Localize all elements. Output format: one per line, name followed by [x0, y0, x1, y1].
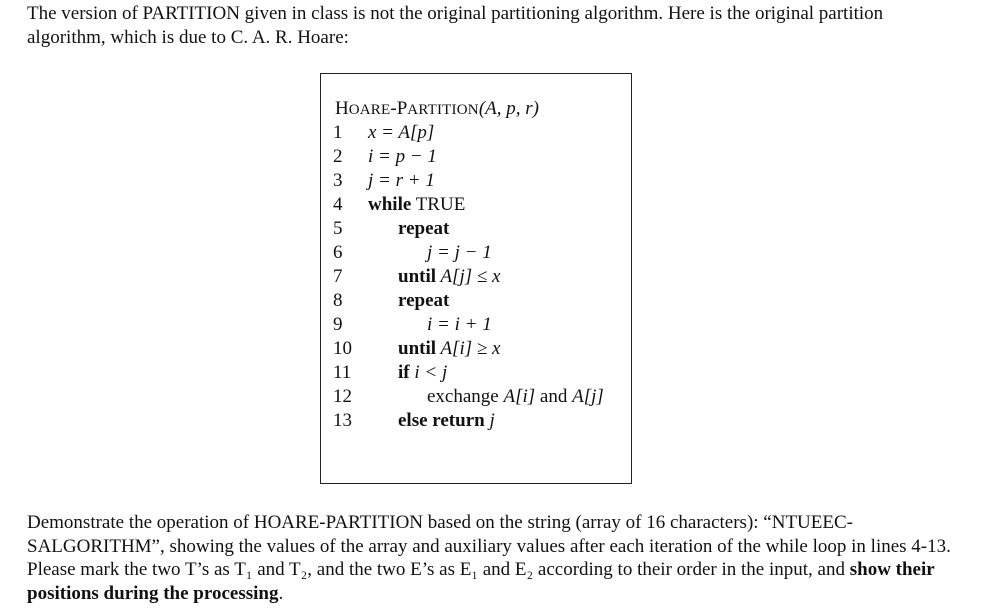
code-line [321, 314, 631, 338]
algorithm-box [320, 73, 632, 484]
code-token: TRUE [411, 194, 466, 215]
code-line [321, 194, 631, 218]
line-number: 2 [333, 146, 343, 167]
line-number: 10 [333, 338, 352, 359]
line-number: 3 [333, 170, 343, 191]
line-number: 5 [333, 218, 343, 239]
code-token: A[j] [572, 386, 604, 407]
code-line [321, 242, 631, 266]
task-text: Demonstrate the operation of HOARE-PARTITION based on the string (array of 16 characters): “NTUEEC-SALGORITHM”, showing the values of the array and auxiliary values after each iteration of the while loop in lines 4-13. Please mark the two T’s as T₁ and T₂, and the two E’s as E₁ and E₂ according to their order in the input, and [27, 512, 951, 580]
code-token: j = r + 1 [368, 170, 435, 191]
intro-paragraph [27, 2, 962, 49]
code-token: A[i] [503, 386, 536, 407]
code-token: until [398, 338, 437, 359]
code-line [321, 290, 631, 314]
line-number: 4 [333, 194, 343, 215]
line-code [368, 194, 465, 216]
task-paragraph [27, 511, 967, 605]
line-code [398, 338, 500, 360]
code-token: while [368, 194, 412, 215]
line-code [368, 122, 434, 144]
line-number: 13 [333, 410, 352, 431]
code-line [321, 386, 631, 410]
line-code [398, 218, 449, 240]
code-token: if [398, 362, 410, 383]
code-token: j = j − 1 [427, 242, 492, 263]
line-code [427, 386, 604, 408]
code-token: repeat [398, 290, 450, 311]
line-code [398, 410, 495, 432]
task-emphasis: show their positions during the processing [27, 559, 935, 604]
code-line [321, 362, 631, 386]
code-token: repeat [398, 218, 450, 239]
line-number: 8 [333, 290, 343, 311]
code-token: i < j [409, 362, 448, 383]
line-number: 9 [333, 314, 343, 335]
code-token: until [398, 266, 437, 287]
line-number: 7 [333, 266, 343, 287]
code-token: i = i + 1 [427, 314, 492, 335]
line-code [427, 242, 492, 264]
code-line [321, 122, 631, 146]
code-line [321, 146, 631, 170]
line-number: 12 [333, 386, 352, 407]
code-token: i = p − 1 [368, 146, 437, 167]
line-code [398, 290, 449, 312]
code-line [321, 170, 631, 194]
code-token: A[j] ≤ x [436, 266, 501, 287]
code-line [321, 266, 631, 290]
code-token: exchange [427, 386, 504, 407]
code-token: and [535, 386, 573, 407]
line-code [427, 314, 492, 336]
line-code [398, 362, 447, 384]
code-line [321, 218, 631, 242]
line-number: 11 [333, 362, 352, 383]
line-code [368, 170, 435, 192]
line-code [398, 266, 500, 288]
code-token: j [484, 410, 495, 431]
code-token: else return [398, 410, 485, 431]
code-token: x = A[p] [368, 122, 435, 143]
line-number: 6 [333, 242, 343, 263]
algorithm-params: (A, p, r) [478, 98, 539, 119]
code-token: A[i] ≥ x [436, 338, 501, 359]
task-text-end: . [278, 582, 284, 604]
line-number: 1 [333, 122, 343, 143]
algorithm-title: HOARE-PARTITION(A, p, r) [335, 98, 539, 119]
code-line [321, 338, 631, 362]
intro-text: The version of PARTITION given in class is not the original partitioning algorithm. Here is the original partition algorithm, which is due to C. A. R. Hoare: [27, 3, 884, 48]
line-code [368, 146, 437, 168]
code-line [321, 410, 631, 434]
